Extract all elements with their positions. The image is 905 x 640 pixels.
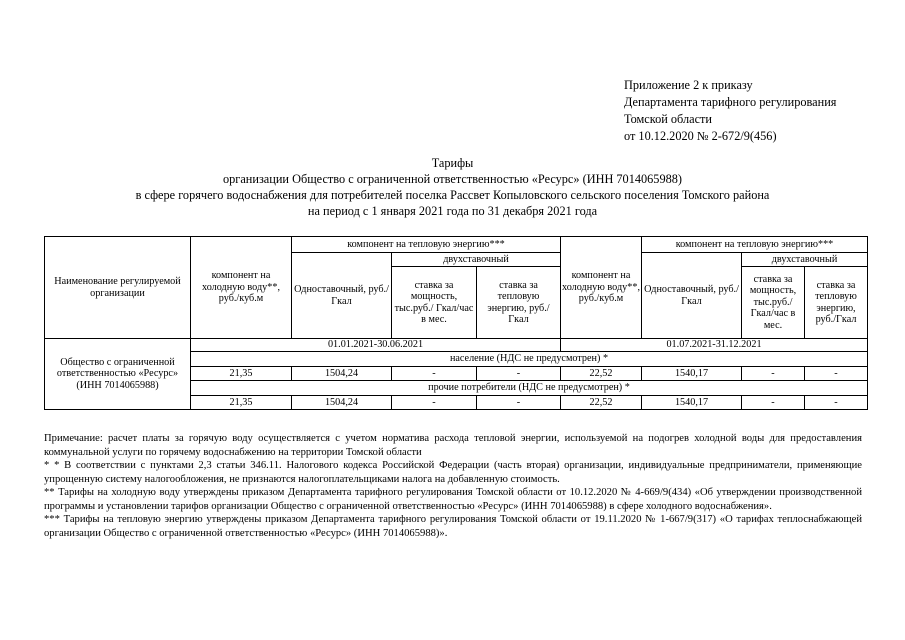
group-label: население (НДС не предусмотрен) * <box>191 352 868 367</box>
org-name-cell: Общество с ограниченной ответственностью «Ресурс» (ИНН 7014065988) <box>45 339 191 410</box>
value-cell: 21,35 <box>191 367 292 381</box>
note-paragraph: *** Тарифы на тепловую энергию утверждены приказом Департамента тарифного регулирования Томской области от 19.11.2020 № 1-667/9(317) «О тарифах теплоснабжающей организации Общество с ограниченной ответственностью «Ресурс» (ИНН 7014065988)». <box>44 514 862 539</box>
notes-block <box>44 432 862 540</box>
value-cell: - <box>805 367 868 381</box>
note-paragraph: * * В соответствии с пунктами 2,3 статьи 346.11. Налогового кодекса Российской Федерации (часть вторая) организации, индивидуальные предприниматели, применяющие упрощенную систему налогообложения, не признаются налогоплательщиками налога на добавленную стоимость. <box>44 460 862 485</box>
single-rate-header: Одноставочный, руб./Гкал <box>642 253 742 339</box>
heat-component-header: компонент на тепловую энергию*** <box>642 237 868 253</box>
energy-rate-header: ставка за тепловую энергию, руб./Гкал <box>805 267 868 339</box>
period-cell: 01.01.2021-30.06.2021 <box>191 339 561 352</box>
appendix-line: Томской области <box>624 112 712 126</box>
value-cell: - <box>742 396 805 410</box>
value-cell: 1504,24 <box>292 396 392 410</box>
value-cell: - <box>392 367 477 381</box>
cold-water-header: компонент на холодную воду**, руб./куб.м <box>191 237 292 339</box>
energy-rate-header: ставка за тепловую энергию, руб./Гкал <box>477 267 561 339</box>
title-line: в сфере горячего водоснабжения для потребителей поселка Рассвет Копыловского сельского поселения Томского района <box>135 188 770 202</box>
value-cell: 1540,17 <box>642 367 742 381</box>
org-header: Наименование регулируемой организации <box>45 237 191 339</box>
appendix-block <box>624 77 836 145</box>
value-cell: - <box>805 396 868 410</box>
tariffs-table <box>44 236 868 410</box>
value-cell: - <box>742 367 805 381</box>
value-cell: 22,52 <box>561 396 642 410</box>
period-cell: 01.07.2021-31.12.2021 <box>561 339 868 352</box>
title-heading: Тарифы <box>431 156 474 170</box>
appendix-line: Департамента тарифного регулирования <box>624 95 837 109</box>
cold-water-header: компонент на холодную воду**, руб./куб.м <box>561 237 642 339</box>
single-rate-header: Одноставочный, руб./Гкал <box>292 253 392 339</box>
capacity-rate-header: ставка за мощность, тыс.руб./ Гкал/час в мес. <box>392 267 477 339</box>
capacity-rate-header: ставка за мощность, тыс.руб./ Гкал/час в мес. <box>742 267 805 339</box>
value-cell: - <box>477 396 561 410</box>
title-line: организации Общество с ограниченной ответственностью «Ресурс» (ИНН 7014065988) <box>222 172 682 186</box>
value-cell: 22,52 <box>561 367 642 381</box>
two-part-header: двухставочный <box>392 253 561 267</box>
document-title <box>40 155 865 219</box>
appendix-line: от 10.12.2020 № 2-672/9(456) <box>624 129 777 143</box>
value-cell: 21,35 <box>191 396 292 410</box>
appendix-line: Приложение 2 к приказу <box>624 78 753 92</box>
group-label: прочие потребители (НДС не предусмотрен) * <box>191 381 868 396</box>
value-cell: - <box>392 396 477 410</box>
value-cell: 1504,24 <box>292 367 392 381</box>
value-cell: 1540,17 <box>642 396 742 410</box>
note-paragraph: ** Тарифы на холодную воду утверждены приказом Департамента тарифного регулирования Томской области от 10.12.2020 № 4-669/9(434) «Об утверждении производственной программы и установлении тарифов организации Общество с ограниченной ответственностью «Ресурс» (ИНН 7014065988) в сфере холодного водоснабжения». <box>44 487 862 512</box>
title-line: на период с 1 января 2021 года по 31 декабря 2021 года <box>307 204 598 218</box>
value-cell: - <box>477 367 561 381</box>
heat-component-header: компонент на тепловую энергию*** <box>292 237 561 253</box>
note-paragraph: Примечание: расчет платы за горячую воду осуществляется с учетом норматива расхода тепловой энергии, используемой на подогрев холодной воды для предоставления коммунальной услуги по горячему водоснабжению на территории Томской области <box>44 433 862 458</box>
two-part-header: двухставочный <box>742 253 868 267</box>
